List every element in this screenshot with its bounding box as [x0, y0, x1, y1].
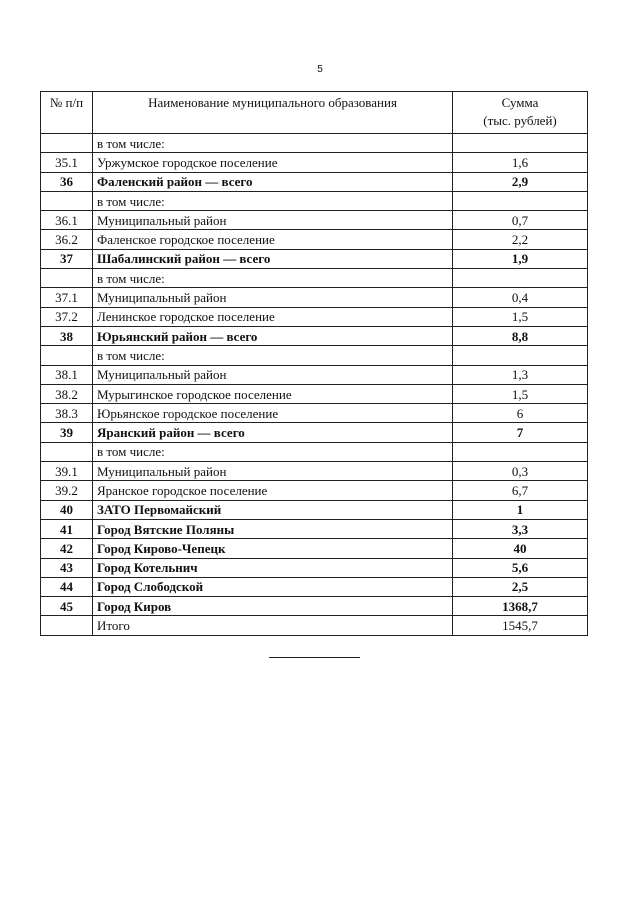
row-sum: 5,6: [453, 558, 588, 577]
row-number: 36.2: [41, 230, 93, 249]
table-row: [41, 462, 588, 481]
table-body: [41, 134, 588, 636]
row-number: 45: [41, 597, 93, 616]
row-sum: 0,4: [453, 288, 588, 307]
row-name: Фаленский район — всего: [93, 172, 453, 191]
row-sum: 8,8: [453, 326, 588, 345]
budget-table: [40, 91, 588, 636]
row-number: [41, 616, 93, 635]
row-number: 35.1: [41, 153, 93, 172]
row-sum: 1,5: [453, 307, 588, 326]
table-row: [41, 500, 588, 519]
row-sum: 6,7: [453, 481, 588, 500]
row-name: Город Киров: [93, 597, 453, 616]
row-sum: 1368,7: [453, 597, 588, 616]
row-name: Шабалинский район — всего: [93, 249, 453, 268]
row-number: [41, 191, 93, 210]
row-number: [41, 346, 93, 365]
table-row: [41, 423, 588, 442]
row-number: 38.1: [41, 365, 93, 384]
row-number: 44: [41, 577, 93, 596]
table-row: [41, 153, 588, 172]
row-number: 40: [41, 500, 93, 519]
table-row: [41, 365, 588, 384]
row-sum: 7: [453, 423, 588, 442]
table-row: [41, 597, 588, 616]
row-sum: 3,3: [453, 519, 588, 538]
row-name: в том числе:: [93, 269, 453, 288]
row-sum: [453, 191, 588, 210]
row-name: ЗАТО Первомайский: [93, 500, 453, 519]
row-number: 42: [41, 539, 93, 558]
row-number: 41: [41, 519, 93, 538]
row-number: 39.2: [41, 481, 93, 500]
row-name: Итого: [93, 616, 453, 635]
table-header: [41, 92, 588, 134]
table-row: [41, 172, 588, 191]
row-number: 37: [41, 249, 93, 268]
table-row: [41, 558, 588, 577]
row-name: Юрьянский район — всего: [93, 326, 453, 345]
table-row: [41, 539, 588, 558]
row-sum: 0,7: [453, 211, 588, 230]
table-row: [41, 616, 588, 635]
table-row: [41, 577, 588, 596]
end-divider-line: [269, 657, 360, 658]
row-name: Город Слободской: [93, 577, 453, 596]
table-row: [41, 269, 588, 288]
row-name: Город Кирово-Чепецк: [93, 539, 453, 558]
table-row: [41, 326, 588, 345]
row-name: Уржумское городское поселение: [93, 153, 453, 172]
table-row: [41, 307, 588, 326]
row-number: 39: [41, 423, 93, 442]
row-sum: 1,6: [453, 153, 588, 172]
row-name: Ленинское городское поселение: [93, 307, 453, 326]
row-name: Муниципальный район: [93, 288, 453, 307]
table-row: [41, 442, 588, 461]
row-number: 36: [41, 172, 93, 191]
row-number: 38: [41, 326, 93, 345]
row-name: Юрьянское городское поселение: [93, 404, 453, 423]
header-sum-title: Сумма: [501, 95, 539, 110]
row-sum: 0,3: [453, 462, 588, 481]
row-sum: 1: [453, 500, 588, 519]
row-name: Фаленское городское поселение: [93, 230, 453, 249]
row-name: в том числе:: [93, 134, 453, 153]
table-row: [41, 211, 588, 230]
header-sum-unit: (тыс. рублей): [483, 113, 557, 128]
page-number: 5: [317, 64, 323, 75]
row-number: [41, 442, 93, 461]
row-sum: 6: [453, 404, 588, 423]
row-number: 37.2: [41, 307, 93, 326]
row-name: в том числе:: [93, 442, 453, 461]
row-sum: 1,3: [453, 365, 588, 384]
row-sum: 40: [453, 539, 588, 558]
table-row: [41, 519, 588, 538]
row-name: Город Вятские Поляны: [93, 519, 453, 538]
table-row: [41, 288, 588, 307]
row-name: Муниципальный район: [93, 462, 453, 481]
row-sum: 1545,7: [453, 616, 588, 635]
row-sum: 2,9: [453, 172, 588, 191]
row-name: в том числе:: [93, 346, 453, 365]
row-sum: 2,5: [453, 577, 588, 596]
row-number: 43: [41, 558, 93, 577]
row-name: Муниципальный район: [93, 365, 453, 384]
row-sum: 1,9: [453, 249, 588, 268]
row-name: в том числе:: [93, 191, 453, 210]
row-name: Муниципальный район: [93, 211, 453, 230]
row-name: Яранское городское поселение: [93, 481, 453, 500]
table-row: [41, 346, 588, 365]
table-row: [41, 481, 588, 500]
row-number: [41, 269, 93, 288]
table-row: [41, 404, 588, 423]
row-number: 37.1: [41, 288, 93, 307]
table-row: [41, 230, 588, 249]
row-sum: 2,2: [453, 230, 588, 249]
row-number: 36.1: [41, 211, 93, 230]
row-number: 39.1: [41, 462, 93, 481]
header-name: Наименование муниципального образования: [93, 92, 453, 134]
row-sum: [453, 442, 588, 461]
table-row: [41, 134, 588, 153]
row-number: 38.2: [41, 384, 93, 403]
header-num: № п/п: [41, 92, 93, 134]
header-sum: [453, 92, 588, 134]
row-number: 38.3: [41, 404, 93, 423]
row-sum: [453, 269, 588, 288]
row-number: [41, 134, 93, 153]
header-row: [41, 92, 588, 134]
row-sum: 1,5: [453, 384, 588, 403]
row-name: Яранский район — всего: [93, 423, 453, 442]
table-row: [41, 191, 588, 210]
table-row: [41, 249, 588, 268]
table-row: [41, 384, 588, 403]
row-sum: [453, 346, 588, 365]
row-name: Мурыгинское городское поселение: [93, 384, 453, 403]
row-name: Город Котельнич: [93, 558, 453, 577]
row-sum: [453, 134, 588, 153]
